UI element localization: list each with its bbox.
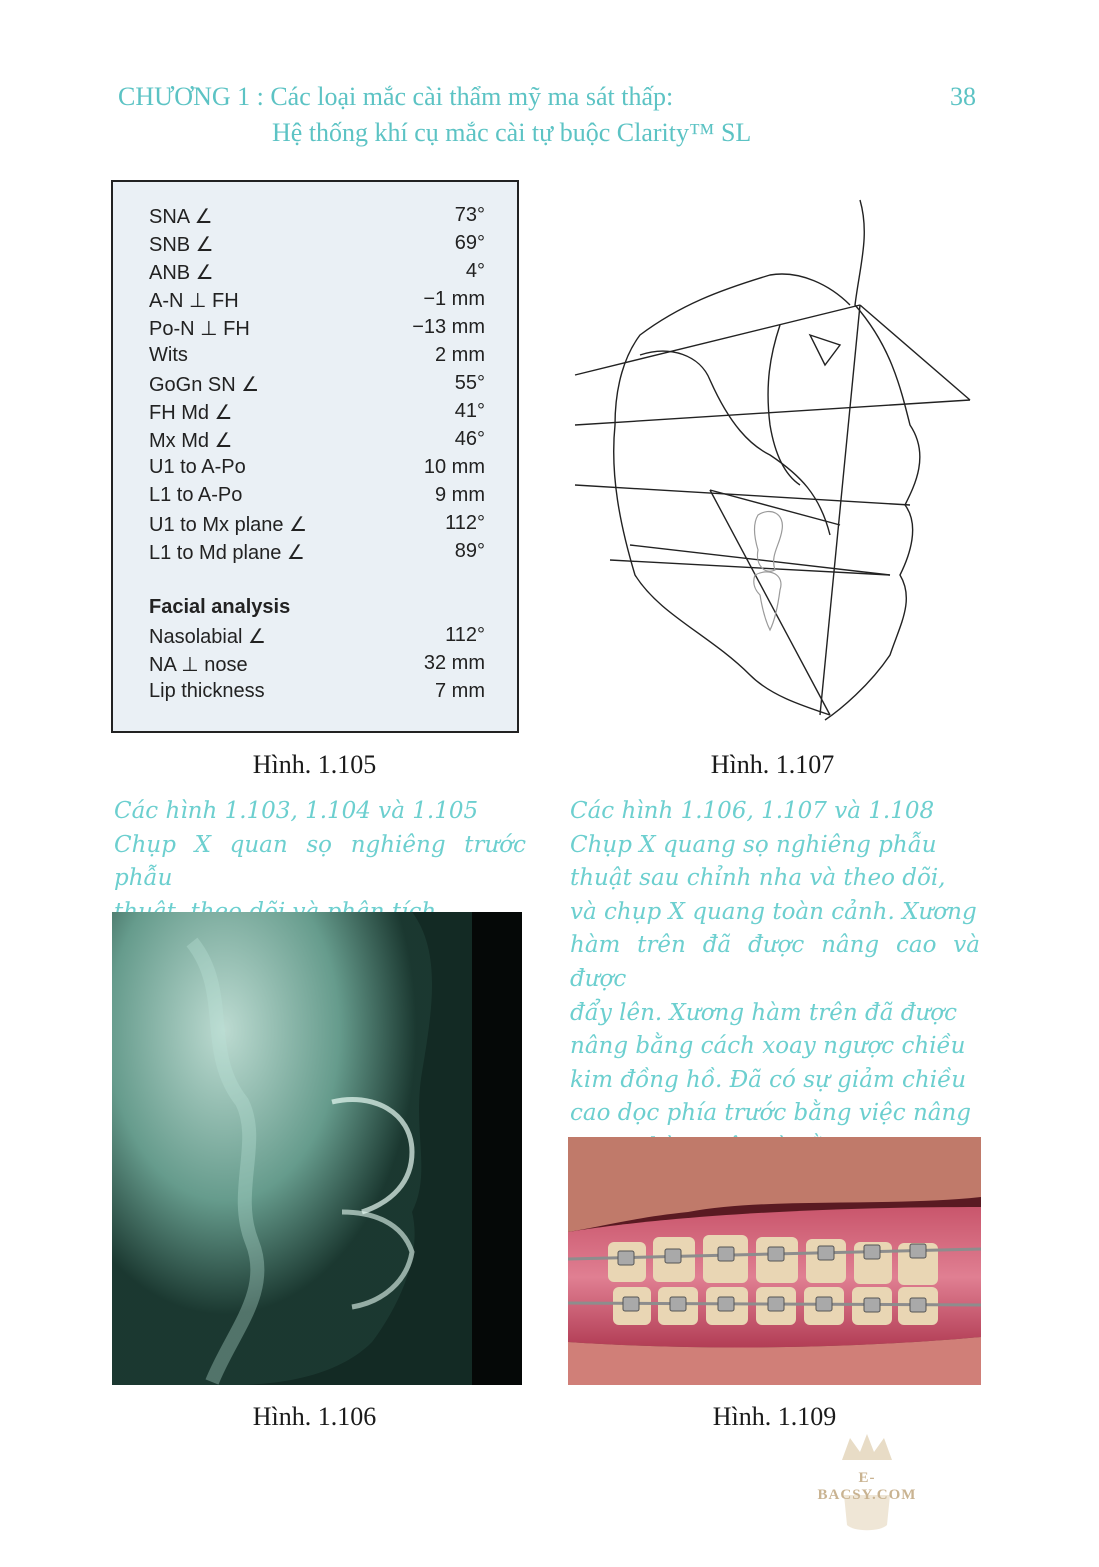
- cephalometric-table: SNA ∠ 73° SNB ∠ 69° ANB ∠ 4° A-N ⊥ FH −1 mm Po-N ⊥ FH −13 mm Wits 2 mm GoGn SN ∠ 55° FH Md ∠ 41° Mx Md ∠ 46° U1 to A-Po 10 mm L1 to A-Po 9 mm U1 to Mx plane ∠ 112° L1 to Md plane ∠ 89° Facial analysis Nasolabial ∠ 112° NA ⊥ nose 32 mm Lip thickness 7 mm: [111, 180, 519, 733]
- watermark-logo: [812, 1430, 922, 1540]
- right-figure-description: Các hình 1.106, 1.107 và 1.108 Chụp X quang sọ nghiêng phẫu thuật sau chỉnh nha và theo dõi, và chụp X quang toàn cảnh. Xương hàm trên đã được nâng cao và được đẩy lên. Xương hàm trên đã được nâng bằng cách xoay ngược chiều kim đồng hồ. Đã có sự giảm chiều cao dọc phía trước bằng việc nâng: [570, 798, 980, 1127]
- caption-fig-105: Hình. 1.105: [252, 750, 377, 779]
- left-figure-description: Các hình 1.103, 1.104 và 1.105 Chụp X quan sọ nghiêng trước phẫu: [114, 798, 526, 892]
- lateral-xray-image: [112, 912, 522, 1385]
- watermark-text: E-BACSY.COM: [817, 1470, 917, 1503]
- caption-fig-107: Hình. 1.107: [710, 750, 835, 779]
- intraoral-braces-photo: [568, 1137, 981, 1385]
- braces-drawing: [568, 1137, 981, 1385]
- chapter-title-line1: CHƯƠNG 1 : Các loại mắc cài thẩm mỹ ma sát thấp:: [118, 82, 674, 111]
- tracing-drawing: [570, 195, 980, 740]
- page-number: 38: [950, 82, 976, 111]
- caption-fig-106: Hình. 1.106: [252, 1402, 377, 1431]
- caption-fig-109: Hình. 1.109: [712, 1402, 837, 1431]
- xray-drawing: [112, 912, 522, 1385]
- cephalometric-tracing-figure: [570, 195, 980, 740]
- chapter-title-line2: Hệ thống khí cụ mắc cài tự buộc Clarity™ SL: [272, 118, 752, 147]
